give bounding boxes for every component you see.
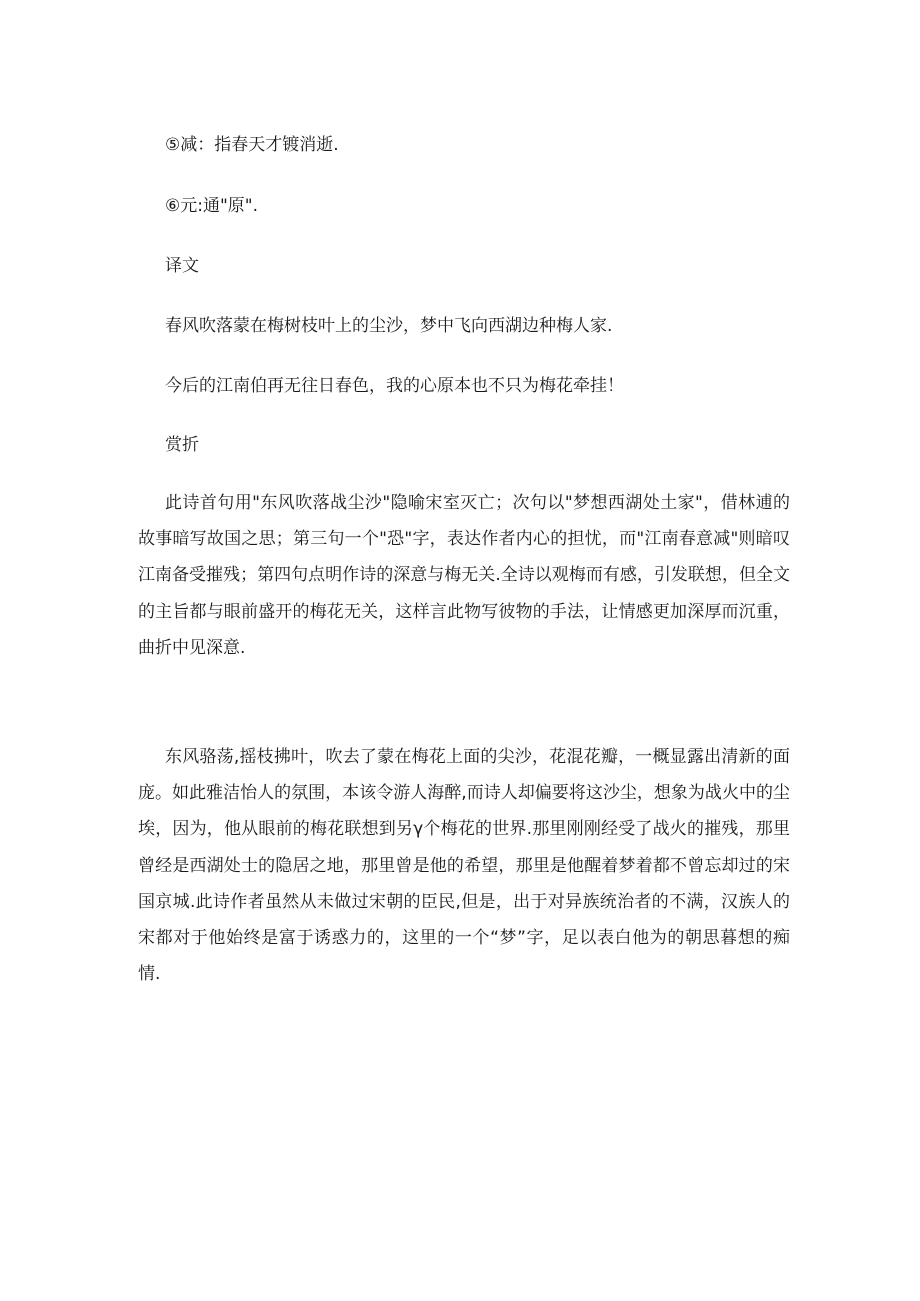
appreciation-paragraph-1: 此诗首句用"东风吹落战尘沙"隐喻宋室灭亡；次句以"梦想西湖处土家"，借林逋的故事暗写故国之思；第三句一个"恐"字，表达作者内心的担忧，而"江南春意减"则暗叹江南备受摧残；第四句点明作诗的深意与梅无关.全诗以观梅而有感，引发联想，但全文的主旨都与眼前盛开的梅花无关，这样言此物写彼物的手法，让情感更加深厚而沉重，曲折中见深意.: [138, 493, 790, 658]
appreciation-paragraph-2: 东风骆荡,摇枝拂叶，吹去了蒙在梅花上面的尖沙，花混花瓣，一概显露出清新的面庞。如此雅洁怡人的氛围，本该令游人海醉,而诗人却偏要将这沙尘，想象为战火中的尘埃，因为，他从眼前的梅花联想到另γ个梅花的世界.那里刚刚经受了战火的摧残，那里曾经是西湖处士的隐居之地，那里曾是他的希望，那里是他醒着梦着都不曾忘却过的宋国京城.此诗作者虽然从未做过宋朝的臣民,但是，出于对异族统治者的不满，汉族人的宋都对于他始终是富于诱惑力的，这里的一个“梦”字，足以表白他为的朝思暮想的痴情.: [138, 747, 790, 985]
translation-line-2: 今后的江南伯再无往日春色，我的心原本也不只为梅花牵挂！: [165, 376, 624, 396]
note-6: ⑥元:通"原".: [165, 196, 259, 216]
translation-line-1: 春风吹落蒙在梅树枝叶上的尘沙，梦中飞向西湖边种梅人家.: [165, 316, 613, 336]
appreciation-heading: 赏折: [165, 435, 199, 455]
translation-heading: 译文: [165, 256, 199, 276]
note-5: ⑤减：指春天才镀消逝.: [165, 135, 339, 155]
